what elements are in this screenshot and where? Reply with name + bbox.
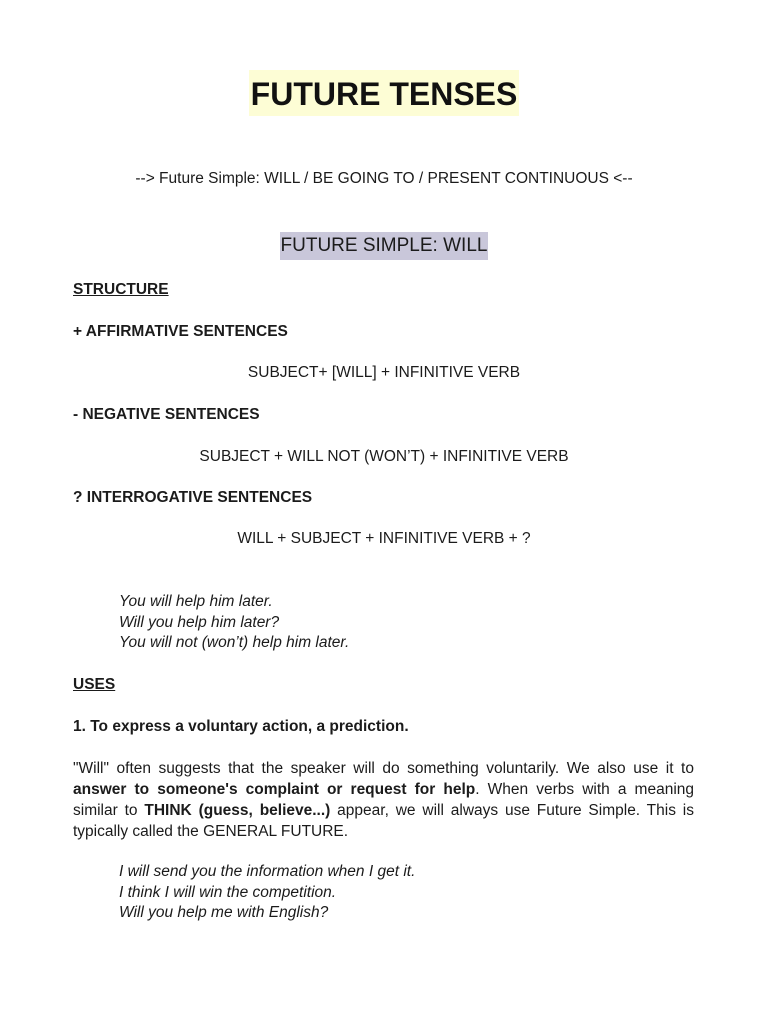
example-line: I will send you the information when I get it. bbox=[119, 863, 416, 880]
page-title: FUTURE TENSES bbox=[249, 70, 520, 116]
use1-para-text: "Will" often suggests that the speaker will do something voluntarily. We also use it to bbox=[73, 760, 694, 777]
use1-title: 1. To express a voluntary action, a prediction. bbox=[73, 718, 409, 735]
structure-examples bbox=[119, 592, 349, 654]
use1-para-bold: THINK (guess, believe...) bbox=[144, 802, 331, 819]
structure-heading: STRUCTURE bbox=[73, 281, 169, 298]
use1-paragraph bbox=[73, 758, 694, 842]
affirmative-formula: SUBJECT+ [WILL] + INFINITIVE VERB bbox=[247, 364, 521, 381]
section-title-wrap bbox=[0, 232, 768, 260]
example-line: I think I will win the competition. bbox=[119, 883, 337, 901]
use1-examples bbox=[119, 862, 415, 924]
negative-formula: SUBJECT + WILL NOT (WON’T) + INFINITIVE VERB bbox=[199, 448, 569, 465]
title-wrap bbox=[0, 70, 768, 116]
interrogative-formula: WILL + SUBJECT + INFINITIVE VERB + ? bbox=[237, 530, 531, 547]
affirmative-label: + AFFIRMATIVE SENTENCES bbox=[73, 323, 288, 340]
example-line: Will you help me with English? bbox=[119, 904, 329, 921]
use1-para-text: appear, we will always use Future Simple. This is typically called the GENERAL FUTURE. bbox=[73, 802, 694, 840]
example-line: You will not (won’t) help him later. bbox=[119, 634, 350, 651]
subtitle: --> Future Simple: WILL / BE GOING TO / PRESENT CONTINUOUS <-- bbox=[135, 170, 633, 187]
example-line: You will help him later. bbox=[119, 593, 273, 610]
uses-heading: USES bbox=[73, 676, 116, 693]
use1-para-text: . When verbs with a meaning similar to bbox=[73, 781, 695, 819]
section-title: FUTURE SIMPLE: WILL bbox=[280, 232, 489, 260]
use1-para-bold: answer to someone's complaint or request for help bbox=[73, 781, 476, 798]
negative-label: - NEGATIVE SENTENCES bbox=[73, 406, 260, 423]
example-line: Will you help him later? bbox=[119, 613, 280, 631]
interrogative-label: ? INTERROGATIVE SENTENCES bbox=[73, 489, 313, 506]
